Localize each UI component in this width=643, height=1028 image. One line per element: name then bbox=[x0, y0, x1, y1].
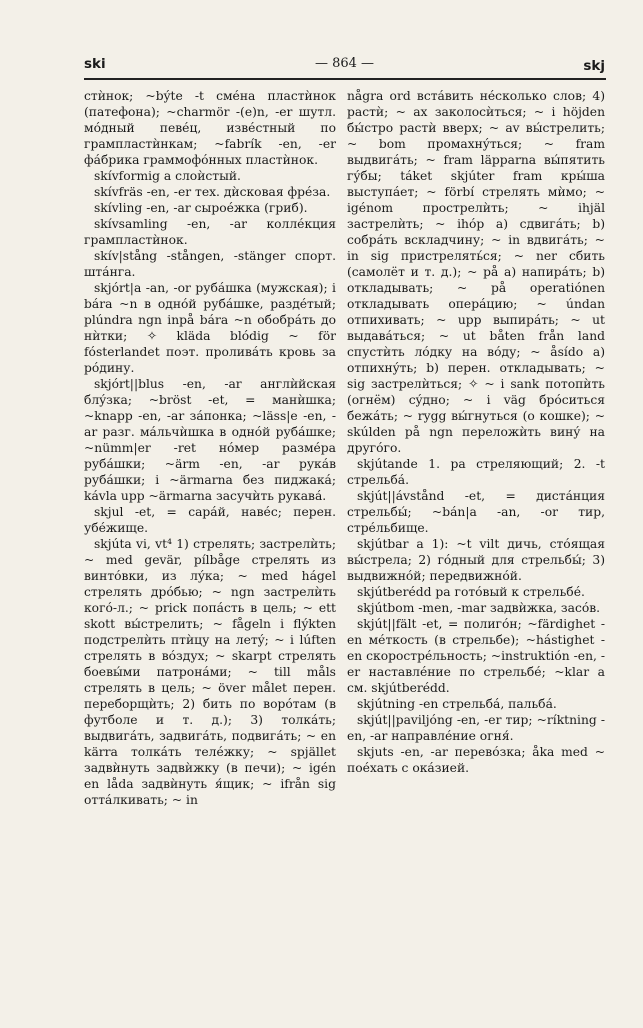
dictionary-entry: skjútning -en стрельбá, пальбá. bbox=[357, 697, 557, 711]
dictionary-entry: skjórt||blus -en, -ar англѝйская блýзка; ~bröst -et, = манѝшка; ~knapp -en, -ar зáпонка; ~läss|e -en, -ar разг. мáльчѝшка в однóй рубáшке; ~nümm|er -ret нóмер размéра рубáшки; ~ärm -en, -ar рукáв рубáшки; i ~ärmarna без пиджакá; kávla upp ~ärmarna засучѝть рукавá. bbox=[84, 377, 336, 503]
left-running-headword: ski bbox=[84, 56, 106, 72]
dictionary-entry: skjút||ávstånd -et, = дистáнция стрельбы́; ~bán|a -an, -or тир, стрéльбище. bbox=[347, 489, 605, 535]
dictionary-entry: skív|stång -stången, -stänger спорт. штáнга. bbox=[84, 249, 336, 279]
dictionary-entry: några ord встáвить нéсколько слов; 4) растѝ; ~ ах заколосѝться; ~ i höjden бы́стро растѝ вверх; ~ av вы́стрелить; ~ bom промахнýться; ~ fram выдвигáть; ~ fram läpparna вы́пятить гýбы; táket skjúter fram кры́ша выступáет; ~ förbí стрелять мѝмо; ~ igénom прострелѝть; ~ ihjäl застрелѝть; ~ ihóp a) сдвигáть; b) собрáть вскладчину; ~ in вдвигáть; ~ in sig пристрелять́ся; ~ ner сбить (самолёт и т. д.); ~ på a) напирáть; b) откладывать; ~ på operatiónen откладывать оперáцию; ~ úndan отпихивать; ~ upp выпирáть; ~ ut выдавáться; ~ ut båten från land спустѝть лóдку на вóду; ~ åsído a) отпихнýть; b) перен. откладывать; ~ sig застрелѝться; ✧ ~ i sank потопѝть (огнём) сýдно; ~ i väg брóситься бежáть; ~ rygg вы́гнуться (о кошке); ~ skúlden på ngn переложѝть винý на другóго. bbox=[347, 89, 605, 455]
dictionary-entry: skjul -et, = сарáй, навéс; перен. убéжище. bbox=[84, 505, 336, 535]
dictionary-entry: skjórt|a -an, -or рубáшка (мужская); i bára ~n в однóй рубáшке, раздéтый; plúndra ngn inpå bára ~n обобрáть до нѝтки; ✧ kläda blódig ~ för fósterlandet поэт. проливáть кровь за рóдину. bbox=[84, 281, 336, 375]
page-number: — 864 — bbox=[314, 56, 375, 71]
dictionary-entry: skívsamling -en, -ar коллéкция грампластѝнок. bbox=[84, 217, 336, 247]
right-running-headword: skj bbox=[583, 58, 605, 74]
dictionary-entry: skjút||paviljóng -en, -er тир; ~ríktning -en, -ar направлéние огня́. bbox=[347, 713, 605, 743]
right-column bbox=[347, 88, 605, 776]
dictionary-entry: skjútbom -men, -mar задвѝжка, засóв. bbox=[357, 601, 601, 615]
left-column bbox=[84, 88, 336, 808]
dictionary-entry: стѝнок; ~býte -t смéна пластѝнок (патефона); ~charmör -(e)n, -er шутл. мóдный певéц, извéстный по грампластѝнкам; ~fabrík -en, -er фáбрика граммофóнных пластѝнок. bbox=[84, 89, 336, 167]
dictionary-entry: skjuts -en, -ar перевóзка; åka med ~ поéхать с окáзией. bbox=[347, 745, 605, 775]
dictionary-entry: skjútande 1. pa стреляющий; 2. -t стрельбá. bbox=[347, 457, 605, 487]
dictionary-entry: skjúta vi, vt⁴ 1) стрелять; застрелѝть; ~ med gevär, pílbåge стрелять из винтóвки, из лýка; ~ med hágel стрелять дрóбью; ~ ngn застрелѝть когó-л.; ~ prick попáсть в цель; ~ ett skott вы́стрелить; ~ fågeln i flýkten подстрелѝть птѝцу на летý; ~ i lúften стрелять в вóздух; ~ skarpt стрелять боевы́ми патронáми; ~ till måls стрелять в цель; ~ över målet перен. переборщѝть; 2) бить по ворóтам (в футболе и т. д.); 3) толкáть; выдвигáть, задвигáть, подвигáть; ~ en kärra толкáть телéжку; ~ spjället задвѝнуть задвѝжку (в печи); ~ igén en låda задвѝнуть я́щик; ~ ifrån sig оттáлкивать; ~ in bbox=[84, 537, 336, 807]
dictionary-entry: skívling -en, -ar сыроéжка (гриб). bbox=[94, 201, 308, 215]
dictionary-entry: skjútberédd pa готóвый к стрельбé. bbox=[357, 585, 585, 599]
dictionary-entry: skívformig a слоѝстый. bbox=[94, 169, 241, 183]
dictionary-entry: skjút||fält -et, = полигóн; ~färdighet -en мéткость (в стрельбе); ~hástighet -en скорострéльность; ~instruktión -en, -er наставлéние по стрельбé; ~klar a см. skjútberédd. bbox=[347, 617, 605, 695]
dictionary-entry: skívfräs -en, -er тех. дѝсковая фрéза. bbox=[94, 185, 331, 199]
header-rule bbox=[84, 78, 606, 80]
page-header bbox=[84, 56, 605, 76]
dictionary-entry: skjútbar a 1): ~t vilt дичь, стóящая вы́стрела; 2) гóдный для стрельбы́; 3) выдвижнóй; передвижнóй. bbox=[347, 537, 605, 583]
